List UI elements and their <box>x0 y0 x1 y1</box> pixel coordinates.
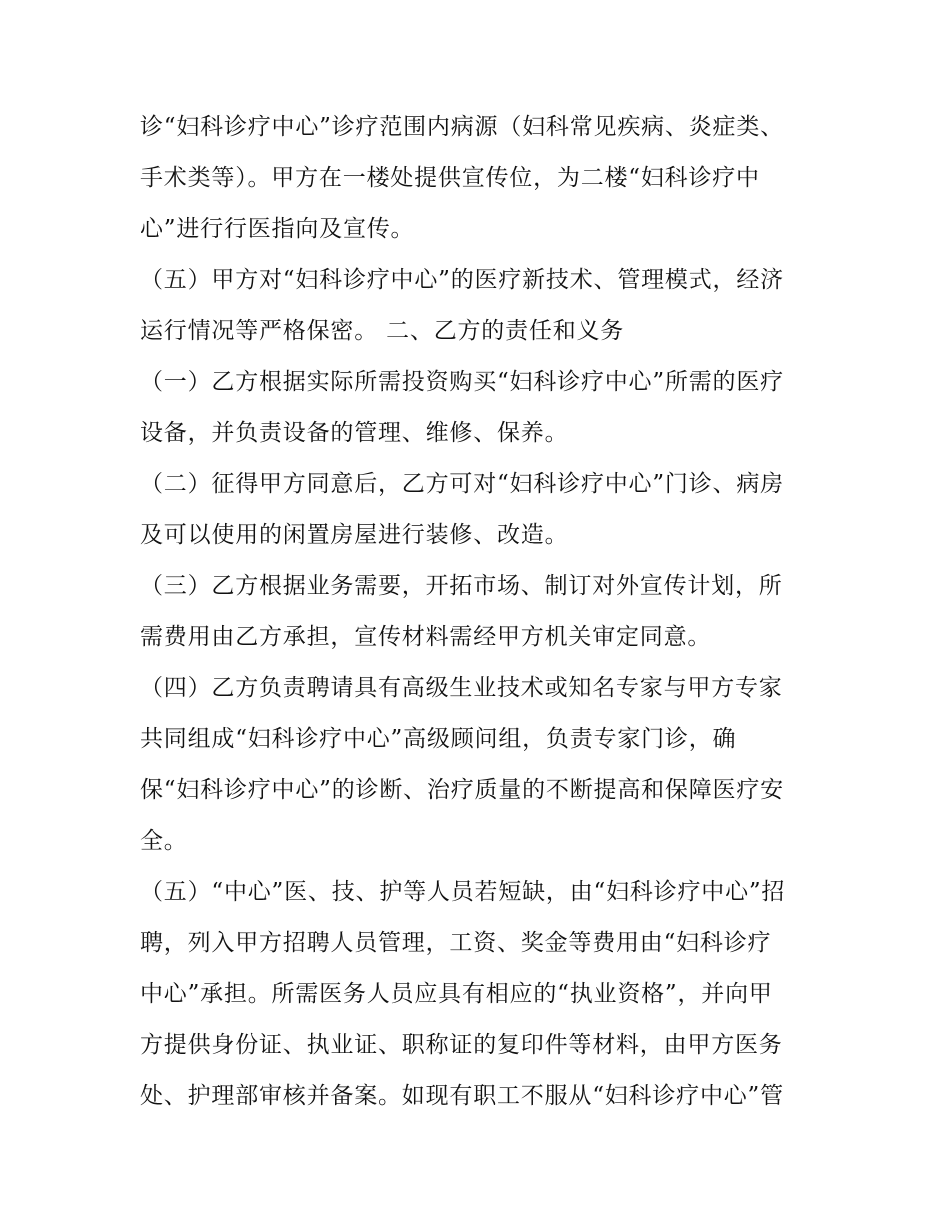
text-line-3: 心”进行行医指向及宣传。 <box>140 216 415 242</box>
text-line-11: 需费用由乙方承担，宣传材料需经甲方机关审定同意。 <box>140 624 712 650</box>
text-line-13: 共同组成“妇科诊疗中心”高级顾问组，负责专家门诊，确 <box>140 726 737 752</box>
text-line-15: 全。 <box>140 828 188 854</box>
text-line-20: 处、护理部审核并备案。如现有职工不服从“妇科诊疗中心”管 <box>140 1083 784 1109</box>
text-line-19: 方提供身份证、执业证、职称证的复印件等材料，由甲方医务 <box>140 1032 783 1058</box>
text-line-16: （五）“中心”医、技、护等人员若短缺，由“妇科诊疗中心”招 <box>140 879 786 905</box>
text-line-5: 运行情况等严格保密。 二、乙方的责任和义务 <box>140 318 625 344</box>
text-line-18: 中心”承担。所需医务人员应具有相应的“执业资格”，并向甲 <box>140 981 773 1007</box>
text-line-8: （二）征得甲方同意后，乙方可对“妇科诊疗中心”门诊、病房 <box>140 471 784 497</box>
text-line-2: 手术类等）。甲方在一楼处提供宣传位，为二楼“妇科诊疗中 <box>140 165 760 191</box>
text-line-1: 诊“妇科诊疗中心”诊疗范围内病源（妇科常见疾病、炎症类、 <box>140 114 784 140</box>
text-line-10: （三）乙方根据业务需要，开拓市场、制订对外宣传计划，所 <box>140 573 783 599</box>
text-line-7: 设备，并负责设备的管理、维修、保养。 <box>140 420 569 446</box>
text-line-12: （四）乙方负责聘请具有高级生业技术或知名专家与甲方专家 <box>140 675 783 701</box>
text-line-6: （一）乙方根据实际所需投资购买“妇科诊疗中心”所需的医疗 <box>140 369 784 395</box>
text-line-4: （五）甲方对“妇科诊疗中心”的医疗新技术、管理模式，经济 <box>140 267 784 293</box>
text-line-9: 及可以使用的闲置房屋进行装修、改造。 <box>140 522 569 548</box>
text-line-14: 保“妇科诊疗中心”的诊断、治疗质量的不断提高和保障医疗安 <box>140 777 784 803</box>
text-line-17: 聘，列入甲方招聘人员管理，工资、奖金等费用由“妇科诊疗 <box>140 930 772 956</box>
